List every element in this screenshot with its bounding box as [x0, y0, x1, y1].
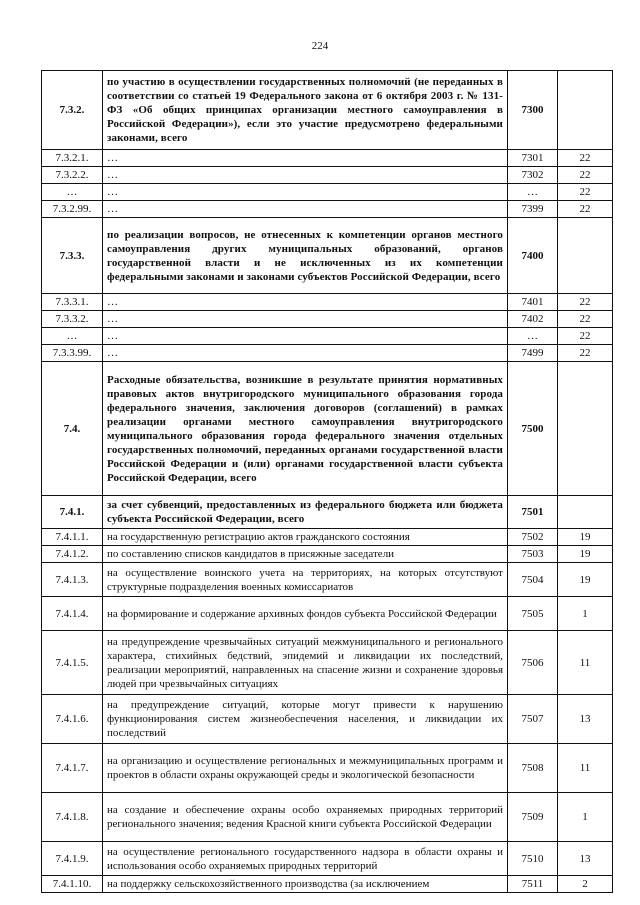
- row-code: 7300: [508, 71, 558, 150]
- row-value: 11: [558, 631, 613, 695]
- row-description: …: [103, 184, 508, 201]
- row-value: 11: [558, 744, 613, 793]
- row-description: на поддержку сельскохозяйственного производства (за исключением: [103, 876, 508, 893]
- row-value: 13: [558, 842, 613, 876]
- row-value: 19: [558, 529, 613, 546]
- table-row: [42, 328, 613, 345]
- row-code: 7504: [508, 563, 558, 597]
- table-row: [42, 496, 613, 529]
- row-value: [558, 71, 613, 150]
- row-value: 19: [558, 563, 613, 597]
- page-number: 224: [311, 40, 329, 52]
- row-description: на организацию и осуществление региональных и межмуниципальных программ и проектов в области охраны окружающей среды и экологической безопасности: [103, 744, 508, 793]
- table-row: [42, 311, 613, 328]
- row-code: 7401: [508, 294, 558, 311]
- row-number: 7.4.1.6.: [42, 695, 103, 744]
- row-number: 7.3.2.2.: [42, 167, 103, 184]
- table-row: [42, 184, 613, 201]
- row-description: …: [103, 167, 508, 184]
- row-code: …: [508, 328, 558, 345]
- row-description: на осуществление регионального государственного надзора в области охраны и использования особо охраняемых природных территорий: [103, 842, 508, 876]
- table-row: [42, 563, 613, 597]
- row-value: 22: [558, 167, 613, 184]
- row-description: на предупреждение чрезвычайных ситуаций межмуниципального и регионального характера, стихийных бедствий, эпидемий и ликвидации их последствий, реализации мероприятий, направленных на спасение жизни и сохранение здоровья людей при чрезвычайных ситуациях: [103, 631, 508, 695]
- row-number: 7.4.1.7.: [42, 744, 103, 793]
- row-value: 1: [558, 793, 613, 842]
- row-value: 13: [558, 695, 613, 744]
- row-description: на осуществление воинского учета на территориях, на которых отсутствуют структурные подразделения военных комиссариатов: [103, 563, 508, 597]
- row-code: 7511: [508, 876, 558, 893]
- table-row: [42, 362, 613, 496]
- row-value: 22: [558, 328, 613, 345]
- row-number: …: [42, 328, 103, 345]
- row-code: 7502: [508, 529, 558, 546]
- row-number: 7.4.1.: [42, 496, 103, 529]
- row-description: по составлению списков кандидатов в присяжные заседатели: [103, 546, 508, 563]
- row-description: …: [103, 294, 508, 311]
- row-value: [558, 218, 613, 294]
- table-row: [42, 345, 613, 362]
- row-number: 7.3.2.99.: [42, 201, 103, 218]
- row-number: 7.3.2.1.: [42, 150, 103, 167]
- row-code: 7510: [508, 842, 558, 876]
- row-value: 22: [558, 184, 613, 201]
- row-description: на формирование и содержание архивных фондов субъекта Российской Федерации: [103, 597, 508, 631]
- row-number: 7.4.1.8.: [42, 793, 103, 842]
- row-value: 22: [558, 311, 613, 328]
- table-row: [42, 631, 613, 695]
- row-number: 7.3.3.99.: [42, 345, 103, 362]
- row-code: 7301: [508, 150, 558, 167]
- table-row: [42, 150, 613, 167]
- row-value: 2: [558, 876, 613, 893]
- table-row: [42, 71, 613, 150]
- row-code: 7506: [508, 631, 558, 695]
- row-number: 7.4.1.9.: [42, 842, 103, 876]
- row-value: 19: [558, 546, 613, 563]
- row-number: 7.4.1.3.: [42, 563, 103, 597]
- table-row: [42, 167, 613, 184]
- row-value: 22: [558, 201, 613, 218]
- row-description: Расходные обязательства, возникшие в результате принятия нормативных правовых актов внутригородского муниципального образования города федерального значения, заключения договоров (соглашений) в рамках реализации органами местного самоуправления внутригородского муниципального образования города федерального значения отдельных государственных полномочий, переданных органами государственной власти Российской Федерации и (или) органами государственной власти субъекта Российской Федерации, всего: [103, 362, 508, 496]
- table-row: [42, 529, 613, 546]
- row-description: …: [103, 345, 508, 362]
- row-number: 7.3.3.: [42, 218, 103, 294]
- row-number: 7.4.1.4.: [42, 597, 103, 631]
- row-description: …: [103, 311, 508, 328]
- table-row: [42, 842, 613, 876]
- row-description: …: [103, 150, 508, 167]
- row-code: 7500: [508, 362, 558, 496]
- row-number: 7.3.3.1.: [42, 294, 103, 311]
- row-description: на государственную регистрацию актов гражданского состояния: [103, 529, 508, 546]
- row-description: по участию в осуществлении государственных полномочий (не переданных в соответствии со статьей 19 Федерального закона от 6 октября 2003 г. № 131-ФЗ «Об общих принципах организации местного самоуправления в Российской Федерации»), если это участие предусмотрено федеральными законами, всего: [103, 71, 508, 150]
- row-code: 7503: [508, 546, 558, 563]
- table-row: [42, 546, 613, 563]
- row-value: 22: [558, 294, 613, 311]
- row-number: 7.3.2.: [42, 71, 103, 150]
- obligations-table: [41, 70, 613, 893]
- row-code: 7302: [508, 167, 558, 184]
- row-code: 7509: [508, 793, 558, 842]
- row-code: 7507: [508, 695, 558, 744]
- row-number: 7.4.1.10.: [42, 876, 103, 893]
- row-value: [558, 362, 613, 496]
- row-code: 7399: [508, 201, 558, 218]
- row-code: …: [508, 184, 558, 201]
- row-code: 7508: [508, 744, 558, 793]
- row-number: 7.4.1.1.: [42, 529, 103, 546]
- row-value: 1: [558, 597, 613, 631]
- row-description: по реализации вопросов, не отнесенных к компетенции органов местного самоуправления других муниципальных образований, органов государственной власти и не исключенных из их компетенции федеральными законами и законами субъектов Российской Федерации, всего: [103, 218, 508, 294]
- row-number: 7.3.3.2.: [42, 311, 103, 328]
- row-description: на создание и обеспечение охраны особо охраняемых природных территорий регионального значения; ведения Красной книги субъекта Российской Федерации: [103, 793, 508, 842]
- row-number: 7.4.: [42, 362, 103, 496]
- row-value: 22: [558, 345, 613, 362]
- row-number: 7.4.1.5.: [42, 631, 103, 695]
- row-code: 7501: [508, 496, 558, 529]
- table-row: [42, 744, 613, 793]
- table-row: [42, 876, 613, 893]
- row-value: [558, 496, 613, 529]
- table-row: [42, 201, 613, 218]
- row-code: 7402: [508, 311, 558, 328]
- row-code: 7505: [508, 597, 558, 631]
- row-number: …: [42, 184, 103, 201]
- row-description: …: [103, 328, 508, 345]
- table-row: [42, 597, 613, 631]
- table-row: [42, 793, 613, 842]
- row-code: 7400: [508, 218, 558, 294]
- row-description: …: [103, 201, 508, 218]
- table-row: [42, 218, 613, 294]
- row-value: 22: [558, 150, 613, 167]
- table-row: [42, 294, 613, 311]
- row-description: за счет субвенций, предоставленных из федерального бюджета или бюджета субъекта Российской Федерации, всего: [103, 496, 508, 529]
- row-description: на предупреждение ситуаций, которые могут привести к нарушению функционирования систем жизнеобеспечения населения, и ликвидации их последствий: [103, 695, 508, 744]
- row-code: 7499: [508, 345, 558, 362]
- row-number: 7.4.1.2.: [42, 546, 103, 563]
- table-row: [42, 695, 613, 744]
